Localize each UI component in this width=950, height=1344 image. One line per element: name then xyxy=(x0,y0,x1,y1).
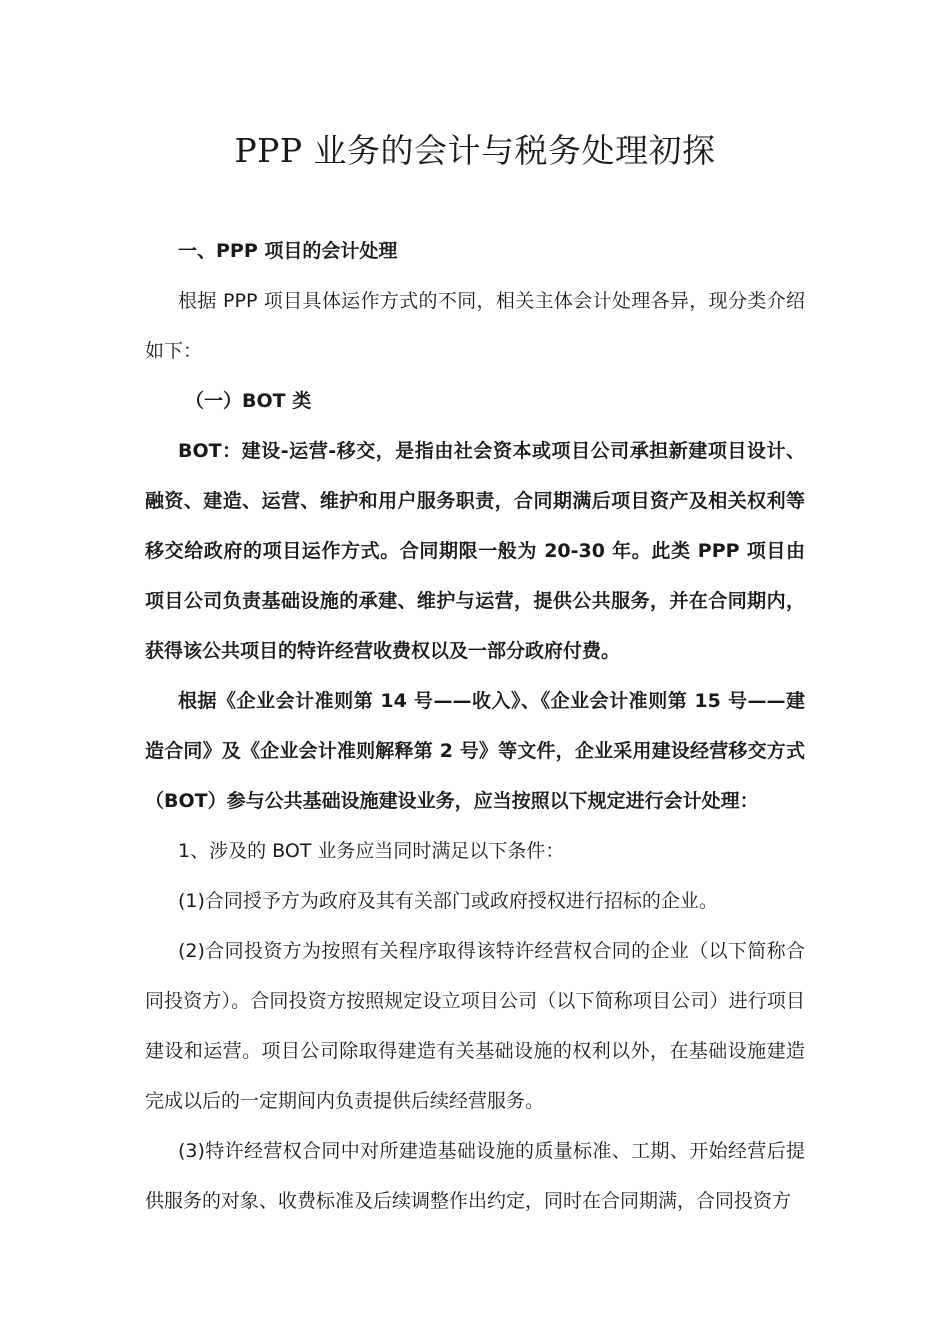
bot-standards-paragraph: 根据《企业会计准则第 14 号——收入》、《企业会计准则第 15 号——建造合同》及《企业会计准则解释第 2 号》等文件，企业采用建设经营移交方式（BOT）参与公共基础设施建设业务，应当按照以下规定进行会计处理： xyxy=(145,690,805,812)
intro-paragraph: 根据 PPP 项目具体运作方式的不同，相关主体会计处理各异，现分类介绍如下： xyxy=(145,290,805,362)
document-title: PPP 业务的会计与税务处理初探 xyxy=(234,131,716,170)
condition-item-3: (3)特许经营权合同中对所建造基础设施的质量标准、工期、开始经营后提供服务的对象、收费标准及后续调整作出约定，同时在合同期满，合同投资方 xyxy=(145,1140,805,1212)
section-heading: 一、PPP 项目的会计处理 xyxy=(178,240,398,262)
subsection-heading: （一）BOT 类 xyxy=(185,390,312,412)
document-body xyxy=(145,226,805,1226)
condition-intro: 1、涉及的 BOT 业务应当同时满足以下条件： xyxy=(178,840,565,862)
condition-item-2: (2)合同投资方为按照有关程序取得该特许经营权合同的企业（以下简称合同投资方）。合同投资方按照规定设立项目公司（以下简称项目公司）进行项目建设和运营。项目公司除取得建造有关基础设施的权利以外，在基础设施建造完成以后的一定期间内负责提供后续经营服务。 xyxy=(145,940,805,1112)
bot-definition-paragraph: BOT：建设-运营-移交，是指由社会资本或项目公司承担新建项目设计、融资、建造、运营、维护和用户服务职责，合同期满后项目资产及相关权利等移交给政府的项目运作方式。合同期限一般为 20-30 年。此类 PPP 项目由项目公司负责基础设施的承建、维护与运营，提供公共服务，并在合同期内，获得该公共项目的特许经营收费权以及一部分政府付费。 xyxy=(145,440,805,662)
condition-item-1: (1)合同授予方为政府及其有关部门或政府授权进行招标的企业。 xyxy=(178,890,718,912)
